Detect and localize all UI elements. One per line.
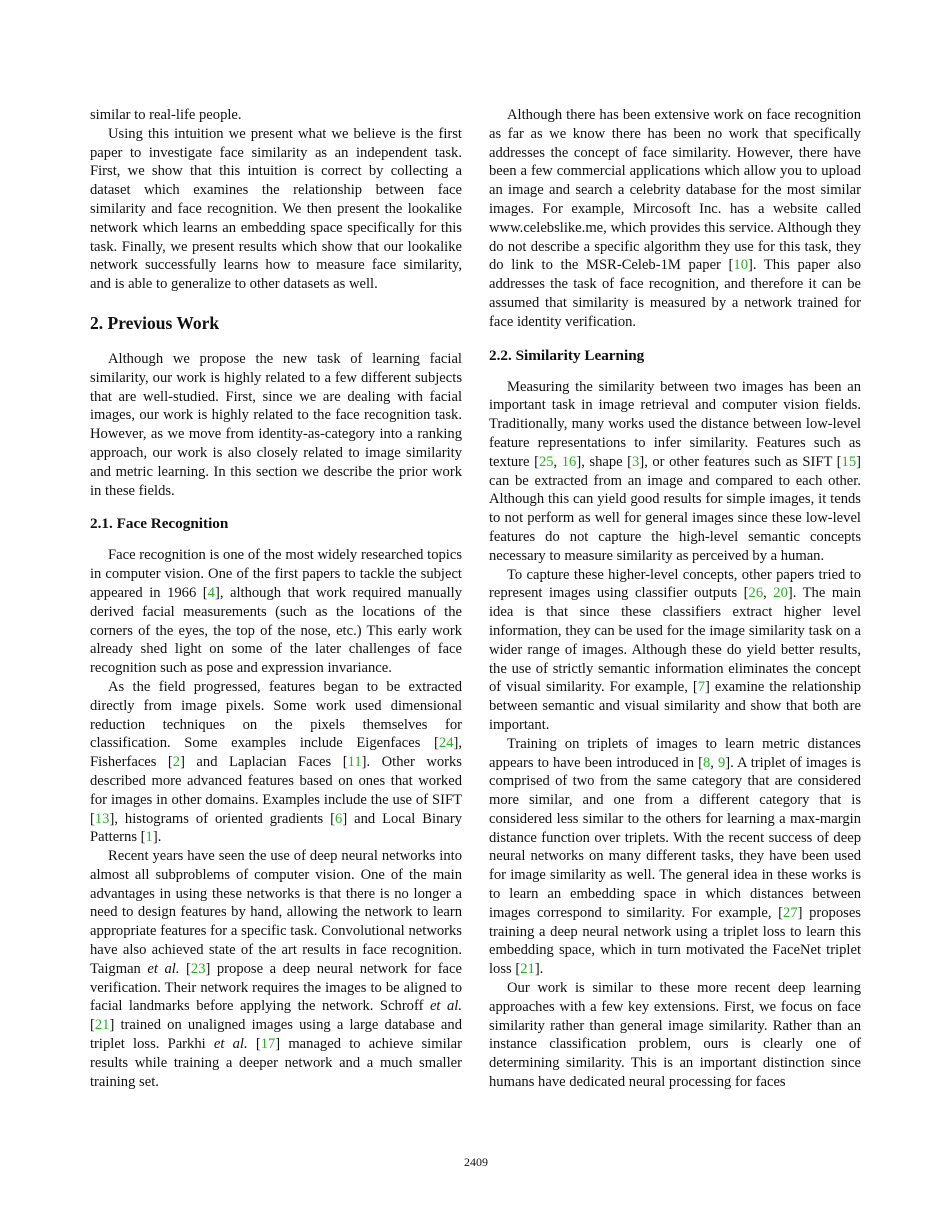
citation-link[interactable]: 23 <box>190 960 206 977</box>
citation-link[interactable]: 13 <box>94 810 110 827</box>
citation-link[interactable]: 6 <box>335 810 343 827</box>
paragraph-low-level-features: Measuring the similarity between two images has been an important task in image retrieval and computer vision fields. Traditionally, many works used the distance between low-level feature representations to infer similarity. Features such as texture [25, 16], shape [3], or other features such as SIFT [15] can be extracted from an image and compared to each other. Although this can yield good results for simple images, it tends to not perform as well for general images since these low-level features do not capture the high-level semantic concepts necessary to measure similarity as perceived by a human. <box>489 378 861 564</box>
citation-link[interactable]: 20 <box>773 585 788 602</box>
citation-link[interactable]: 11 <box>347 754 362 771</box>
citation-link[interactable]: 21 <box>94 1017 110 1034</box>
citation-link[interactable]: 1 <box>145 829 153 846</box>
citation-link[interactable]: 10 <box>733 257 748 274</box>
citation-link[interactable]: 16 <box>561 453 577 470</box>
page-number: 2409 <box>464 1155 488 1169</box>
paragraph-classifier-outputs: To capture these higher-level concepts, other papers tried to represent images using classifier outputs [26, 20]. The main idea is that since these classifiers extract higher level information, they can be used for the image similarity task on a wider range of images. Although these do yield better results, the use of strictly semantic information eliminates the concept of visual similarity. For example, [7] examine the relationship between semantic and visual similarity and show that both are important. <box>489 566 862 733</box>
citation-link[interactable]: 3 <box>632 453 640 470</box>
citation-link[interactable]: 21 <box>520 961 535 978</box>
citation-link[interactable]: 9 <box>717 754 726 771</box>
paragraph-commercial-apps: Although there has been extensive work on face recognition as far as we know there has been no work that specifically addresses the concept of face similarity. However, there have been a few commercial applications which allow you to upload an image and search a celebrity database for the most similar images. For example, Mircosoft Inc. has a website called www.celebslike.me, which provides this service. Although they do not describe a specific algorithm they use for this task, they do link to the MSR-Celeb-1M paper [10]. This paper also addresses the task of face recognition, and therefore it can be assumed that similarity is measured by a network trained for face identity verification. <box>489 107 861 330</box>
paragraph-our-work: Our work is similar to these more recent deep learning approaches with a few key extensions. First, we focus on face similarity rather than general image similarity. Rather than an instance classification problem, ours is clearly one of determining similarity. This is an important distinction since humans have dedicated neural processing for faces <box>489 980 861 1091</box>
citation-link[interactable]: 15 <box>841 453 857 470</box>
paragraph-features: As the field progressed, features began to be extracted directly from image pixels. Some work used dimensional reduction techniques on the pixels themselves for classification. Some examples include Eigenfaces [24], Fisherfaces [2] and Laplacian Faces [11]. Other works described more advanced features based on ones that worked for images in other domains. Examples include the use of SIFT [13], histograms of oriented gradients [6] and Local Binary Patterns [1]. <box>90 678 463 846</box>
citation-link[interactable]: 8 <box>702 754 711 771</box>
paragraph-previous-work-intro: Although we propose the new task of learning facial similarity, our work is highly related to a few different subjects that are well-studied. First, since we are dealing with facial images, our work is highly related to the face recognition task. However, as we move from identity-as-category into a ranking approach, our work is also closely related to image similarity and metric learning. In this section we describe the prior work in these fields. <box>90 350 462 499</box>
paragraph-intuition: Using this intuition we present what we believe is the first paper to investigate face similarity as an independent task. First, we show that this intuition is correct by collecting a dataset which examines the relationship between face similarity and face recognition. We then present the lookalike network which learns an embedding space specifically for this task. Finally, we present results which show that our lookalike network successfully learns how to measure face similarity, and is able to generalize to other datasets as well. <box>90 125 462 293</box>
subsection-heading-face-recognition: 2.1. Face Recognition <box>90 515 229 533</box>
citation-link[interactable]: 7 <box>697 679 706 696</box>
citation-link[interactable]: 24 <box>438 735 454 752</box>
citation-link[interactable]: 26 <box>748 585 764 602</box>
citation-link[interactable]: 27 <box>783 904 798 921</box>
paragraph-triplets: Training on triplets of images to learn metric distances appears to have been introduced in [8, 9]. A triplet of images is comprised of two from the same category that are considered more similar, and one from a different category that is considered less similar to the others for learning a max-margin distance function over triplets. With the recent success of deep neural networks on many different tasks, they have been used for image similarity as well. The general idea in these works is to learn an embedding space in which distances between images correspond to similarity. For example, [27] proposes training a deep neural network using a triplet loss to learn this embedding space, which in turn motivated the FaceNet triplet loss [21]. <box>489 735 861 978</box>
left-column <box>90 106 462 1091</box>
citation-link[interactable]: 17 <box>260 1036 276 1053</box>
section-heading-previous-work: 2. Previous Work <box>90 312 220 333</box>
subsection-heading-similarity-learning: 2.2. Similarity Learning <box>489 346 645 364</box>
paragraph-deep-networks: Recent years have seen the use of deep neural networks into almost all subproblems of computer vision. One of the main advantages in using these networks is that there is no longer a need to design features by hand, allowing the network to learn appropriate features for a specific task. Convolutional networks have also achieved state of the art results in face recognition. Taigman et al. [23] propose a deep neural network for face verification. Their network requires the images to be aligned to facial landmarks before applying the network. Schroff et al. [21] trained on unaligned images using a large database and triplet loss. Parkhi et al. [17] managed to achieve similar results while training a deeper network and a much smaller training set. <box>90 848 463 1090</box>
paragraph-continued: similar to real-life people. <box>90 107 242 123</box>
citation-link[interactable]: 4 <box>207 584 215 601</box>
right-column <box>489 106 861 1092</box>
citation-link[interactable]: 2 <box>172 754 181 771</box>
citation-link[interactable]: 25 <box>538 453 554 470</box>
paragraph-face-recognition-history: Face recognition is one of the most widely researched topics in computer vision. One of the first papers to tackle the subject appeared in 1966 [4], although that work required manually derived facial measurements (such as the locations of the corners of the eyes, the top of the nose, etc.) This early work already shed light on some of the later challenges of face recognition such as pose and expression invariance. <box>90 547 462 677</box>
